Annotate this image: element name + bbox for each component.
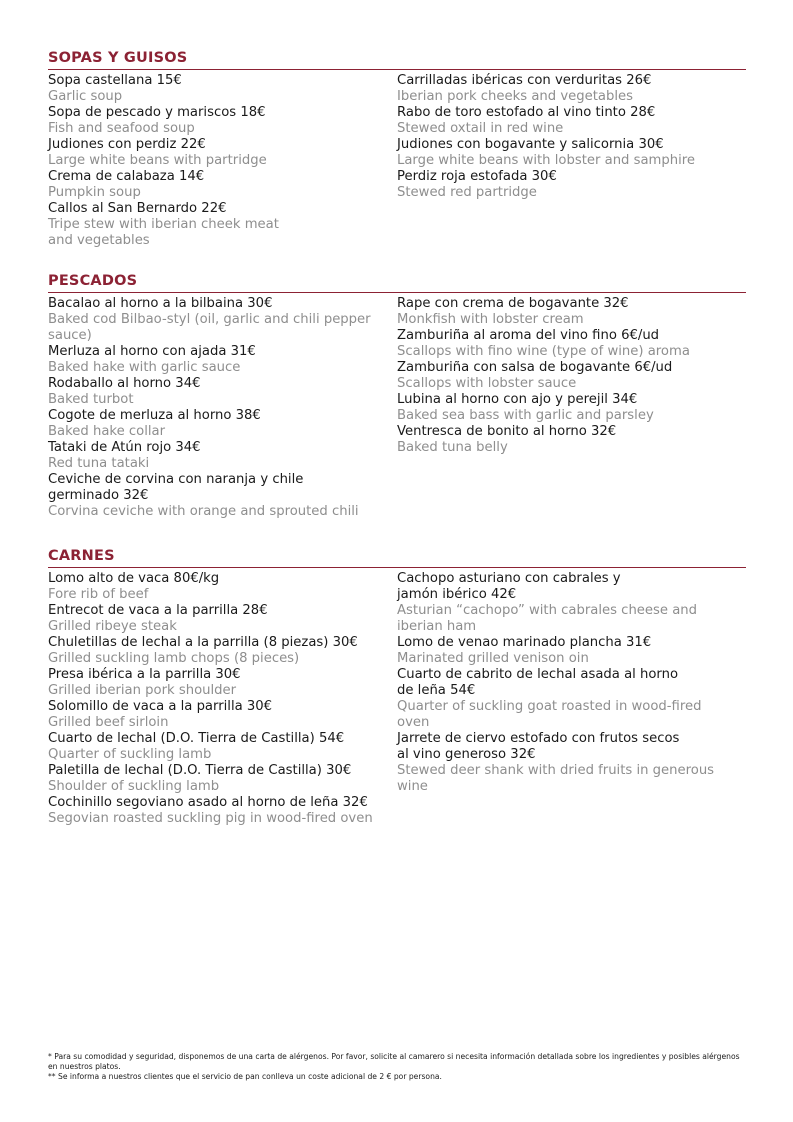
menu-item [48,201,393,249]
item-name: Perdiz roja estofada 30€ [397,169,557,184]
item-description: Grilled iberian pork shoulder [48,683,237,698]
menu-item [397,137,746,169]
menu-item [48,603,393,635]
bread-charge-note: ** Se informa a nuestros clientes que el servicio de pan conlleva un coste adicional de 2 € por persona. [48,1072,442,1082]
item-name: Judiones con perdiz 22€ [48,137,206,152]
item-description: Baked sea bass with garlic and parsley [397,408,654,423]
item-description: Fish and seafood soup [48,121,195,136]
item-description: Tripe stew with iberian cheek meat and vegetables [48,217,279,248]
footnotes [48,1052,748,1083]
menu-item [48,635,393,667]
item-name: Cochinillo segoviano asado al horno de leña 32€ [48,795,368,810]
section-title-carnes: CARNES [48,547,746,568]
menu-item [397,105,746,137]
menu-item [48,408,393,440]
pescados-right-column [397,296,746,456]
item-name: Paletilla de lechal (D.O. Tierra de Castilla) 30€ [48,763,352,778]
item-name: Tataki de Atún rojo 34€ [48,440,201,455]
item-description: Garlic soup [48,89,123,104]
item-name: Rape con crema de bogavante 32€ [397,296,629,311]
menu-item [397,667,746,731]
item-name: Lubina al horno con ajo y perejil 34€ [397,392,638,407]
item-description: Quarter of suckling goat roasted in wood-fired oven [397,699,702,730]
item-name: Jarrete de ciervo estofado con frutos secos al vino generoso 32€ [397,731,680,762]
item-name: Ventresca de bonito al horno 32€ [397,424,617,439]
item-description: Baked cod Bilbao-styl (oil, garlic and chili pepper sauce) [48,312,371,343]
section-title-pescados: PESCADOS [48,272,746,293]
carnes-right-column [397,571,746,795]
item-name: Solomillo de vaca a la parrilla 30€ [48,699,273,714]
menu-item [397,328,746,360]
menu-item [48,344,393,376]
item-description: Asturian “cachopo” with cabrales cheese and iberian ham [397,603,698,634]
menu-item [397,73,746,105]
item-description: Stewed red partridge [397,185,537,200]
item-description: Stewed deer shank with dried fruits in generous wine [397,763,715,794]
item-description: Scallops with lobster sauce [397,376,577,391]
section-pescados [48,272,746,519]
section-carnes [48,547,746,826]
item-description: Red tuna tataki [48,456,150,471]
item-description: Monkfish with lobster cream [397,312,584,327]
item-name: Entrecot de vaca a la parrilla 28€ [48,603,268,618]
menu-item [48,667,393,699]
item-name: Zamburiña con salsa de bogavante 6€/ud [397,360,673,375]
menu-item [48,795,393,827]
carnes-left-column [48,571,393,827]
item-description: Grilled beef sirloin [48,715,169,730]
item-name: Lomo alto de vaca 80€/kg [48,571,220,586]
item-name: Rodaballo al horno 34€ [48,376,201,391]
item-description: Baked tuna belly [397,440,508,455]
menu-item [48,763,393,795]
item-description: Scallops with fino wine (type of wine) aroma [397,344,690,359]
item-name: Lomo de venao marinado plancha 31€ [397,635,652,650]
menu-item [48,571,393,603]
menu-item [48,296,393,344]
item-name: Cuarto de cabrito de lechal asada al horno de leña 54€ [397,667,679,698]
item-name: Carrilladas ibéricas con verduritas 26€ [397,73,652,88]
pescados-left-column [48,296,393,520]
item-description: Grilled suckling lamb chops (8 pieces) [48,651,300,666]
item-name: Chuletillas de lechal a la parrilla (8 piezas) 30€ [48,635,358,650]
menu-item [48,472,393,520]
item-name: Crema de calabaza 14€ [48,169,205,184]
menu-item [397,571,746,635]
menu-item [397,424,746,456]
section-sopas [48,49,746,248]
menu-item [397,635,746,667]
sopas-left-column [48,73,393,249]
item-description: Baked hake with garlic sauce [48,360,241,375]
menu-item [48,699,393,731]
item-description: Segovian roasted suckling pig in wood-fired oven [48,811,373,826]
item-description: Grilled ribeye steak [48,619,177,634]
item-name: Cachopo asturiano con cabrales y jamón ibérico 42€ [397,571,621,602]
item-description: Stewed oxtail in red wine [397,121,564,136]
item-description: Iberian pork cheeks and vegetables [397,89,633,104]
item-description: Fore rib of beef [48,587,149,602]
section-title-sopas: SOPAS Y GUISOS [48,49,746,70]
item-name: Rabo de toro estofado al vino tinto 28€ [397,105,656,120]
menu-item [397,360,746,392]
item-description: Baked turbot [48,392,134,407]
menu-item [397,392,746,424]
item-name: Bacalao al horno a la bilbaina 30€ [48,296,273,311]
sopas-right-column [397,73,746,201]
menu-item [48,376,393,408]
item-description: Baked hake collar [48,424,166,439]
menu-item [397,296,746,328]
item-name: Ceviche de corvina con naranja y chile germinado 32€ [48,472,304,503]
menu-item [397,731,746,795]
item-name: Sopa de pescado y mariscos 18€ [48,105,266,120]
item-name: Presa ibérica a la parrilla 30€ [48,667,241,682]
menu-item [48,731,393,763]
item-description: Corvina ceviche with orange and sprouted chili [48,504,359,519]
item-name: Zamburiña al aroma del vino fino 6€/ud [397,328,660,343]
menu-item [48,105,393,137]
item-name: Judiones con bogavante y salicornia 30€ [397,137,664,152]
item-description: Large white beans with lobster and samphire [397,153,696,168]
menu-item [48,169,393,201]
item-name: Merluza al horno con ajada 31€ [48,344,256,359]
item-description: Marinated grilled venison oin [397,651,589,666]
item-name: Cuarto de lechal (D.O. Tierra de Castilla) 54€ [48,731,345,746]
menu-item [48,73,393,105]
allergens-note: * Para su comodidad y seguridad, disponemos de una carta de alérgenos. Por favor, solicite al camarero si necesita información detallada sobre los ingredientes y posibles alérgenos en nuestros platos. [48,1052,740,1072]
menu-item [48,137,393,169]
item-name: Cogote de merluza al horno 38€ [48,408,261,423]
item-name: Callos al San Bernardo 22€ [48,201,227,216]
menu-item [48,440,393,472]
item-description: Quarter of suckling lamb [48,747,212,762]
item-name: Sopa castellana 15€ [48,73,182,88]
item-description: Pumpkin soup [48,185,141,200]
item-description: Large white beans with partridge [48,153,267,168]
menu-item [397,169,746,201]
item-description: Shoulder of suckling lamb [48,779,220,794]
